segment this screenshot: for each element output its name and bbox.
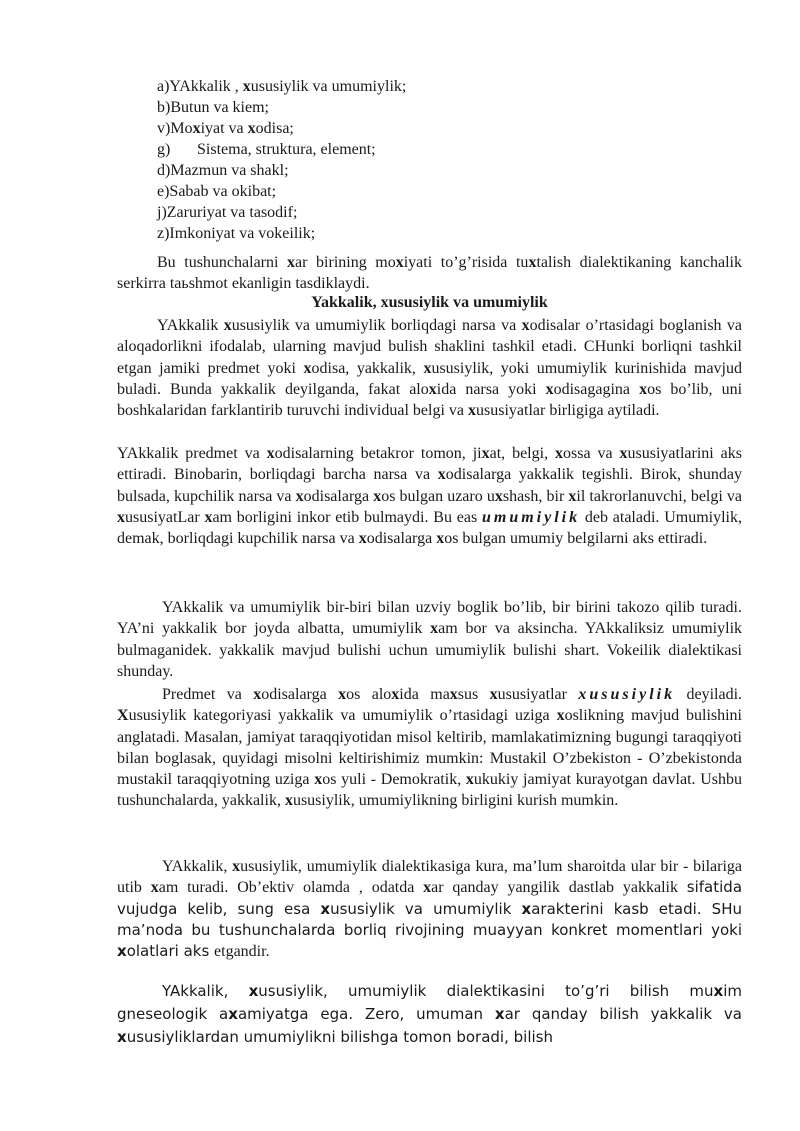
list-item (157, 139, 757, 160)
paragraph-4: Predmet va xodisalarga xos aloxida maxsus xususiyatlar xususiylik deyiladi. Xususiylik kategoriyasi yakkalik va umumiylik o’rtasidagi uziga xoslikning mavjud bulishini anglatadi. Masalan, jamiyat taraqqiyotidan misol keltirib, mamlakatimizning bugungi taraqqiyoti bilan boglasak, quyidagi misolni keltirishimiz mumkin: Mustakil O’zbekiston - O’zbekistonda mustakil taraqqiyotning uziga xos yuli - Demokratik, xukukiy jamiyat kurayotgan davlat. Ushbu tushunchalarda, yakkalik, xususiylik, umumiylikning birligini kurish mumkin. (117, 686, 743, 810)
section-heading: Yakkalik, xususiylik va umumiylik (311, 294, 548, 311)
paragraph-6: YAkkalik, xususiylik, umumiylik dialektikasini to’g’ri bilish muxim gneseologik axamiyatga ega. Zero, umuman xar qanday bilish yakkalik va xususiyliklardan umumiylikni bilishga tomon boradi, bilish (117, 982, 742, 1046)
list-item: b)Butun va kiem; (157, 99, 269, 116)
list-item: j)Zaruriyat va tasodif; (157, 204, 298, 221)
category-list (157, 76, 757, 244)
list-item: v)Moxiyat va xodisa; (157, 120, 294, 137)
paragraph-3: YAkkalik va umumiylik bir-biri bilan uzviy boglik bo’lib, bir birini takozo qilib turadi. YA’ni yakkalik bor joyda albatta, umumiylik xam bor va aksincha. YAkkaliksiz umumiylik bulmaganidek. yakkalik mavjud bulishi uchun umumiylik bulishi shart. Vokeilik dialektikasi shunday. (117, 599, 743, 680)
list-text: Sistema, struktura, element; (197, 141, 376, 158)
list-item: z)Imkoniyat va vokeilik; (157, 225, 316, 242)
list-item: e)Sabab va okibat; (157, 183, 277, 200)
paragraph-1: YAkkalik xususiylik va umumiylik borliqdagi narsa va xodisalar o’rtasidagi boglanish va aloqadorlikni ifodalab, ularning mavjud bulish shaklini tashkil etadi. CHunki borliqni tashkil etgan jamiki predmet yoki xodisa, yakkalik, xususiylik, yoki umumiylik kurinishida mavjud buladi. Bunda yakkalik deyilganda, fakat aloxida narsa yoki xodisagagina xos bo’lib, uni boshkalaridan farklantirib turuvchi individual belgi va xususiyatlar birligiga aytiladi. (117, 317, 743, 420)
list-item: d)Mazmun va shakl; (157, 162, 289, 179)
list-item: a)YAkkalik , xususiylik va umumiylik; (157, 78, 407, 95)
paragraph-2: YAkkalik predmet va xodisalarning betakror tomon, jixat, belgi, xossa va xususiyatlarini aks ettiradi. Binobarin, borliqdagi barcha narsa va xodisalarga yakkalik tegishli. Birok, shunday bulsada, kupchilik narsa va xodisalarga xos bulgan uzaro uxshash, bir xil takrorlanuvchi, belgi va xususiyatLar xam borligini inkor etib bulmaydi. Bu eas umumiylik deb ataladi. Umumiylik, demak, borliqdagi kupchilik narsa va xodisalarga xos bulgan umumiy belgilarni aks ettiradi. (117, 445, 743, 548)
list-marker: g) (157, 141, 171, 158)
paragraph-5: YAkkalik, xususiylik, umumiylik dialektikasiga kura, ma’lum sharoitda ular bir - bilariga utib xam turadi. Ob’ektiv olamda , odatda xar qanday yangilik dastlab yakkalik sifatida vujudga kelib, sung esa xususiylik va umumiylik xarakterini kasb etadi. SHu ma’noda bu tushunchalarda borliq rivojining muayyan konkret momentlari yoki xolatlari aks etgandir. (117, 858, 743, 961)
intro-paragraph: Bu tushunchalarni xar birining moxiyati to’g’risida tuxtalish dialektikaning kanchalik serkirra taьshmot ekanligin tasdiklaydi. (117, 254, 742, 293)
